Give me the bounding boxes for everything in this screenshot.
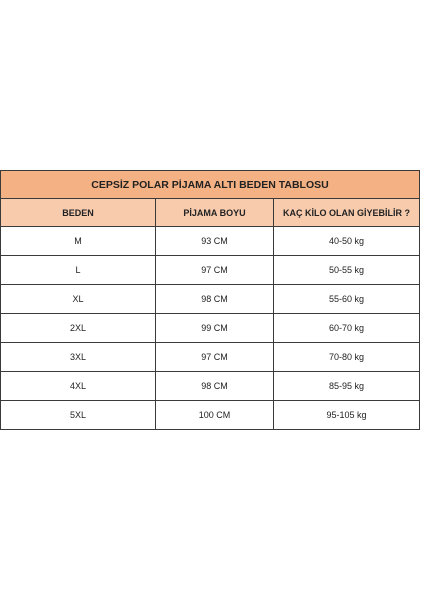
table-title: CEPSİZ POLAR PİJAMA ALTI BEDEN TABLOSU [1, 171, 420, 199]
header-length: PİJAMA BOYU [156, 199, 274, 227]
cell-weight: 50-55 kg [274, 256, 420, 285]
cell-size: M [1, 227, 156, 256]
table-row [1, 285, 420, 314]
cell-length: 99 CM [156, 314, 274, 343]
cell-size: 3XL [1, 343, 156, 372]
header-weight: KAÇ KİLO OLAN GİYEBİLİR ? [274, 199, 420, 227]
header-size: BEDEN [1, 199, 156, 227]
cell-weight: 70-80 kg [274, 343, 420, 372]
cell-weight: 40-50 kg [274, 227, 420, 256]
cell-weight: 95-105 kg [274, 401, 420, 430]
cell-length: 100 CM [156, 401, 274, 430]
cell-size: 2XL [1, 314, 156, 343]
cell-weight: 55-60 kg [274, 285, 420, 314]
table-title-row [1, 171, 420, 199]
cell-length: 97 CM [156, 343, 274, 372]
cell-length: 98 CM [156, 285, 274, 314]
table-header-row [1, 199, 420, 227]
table-row [1, 227, 420, 256]
size-chart-table [0, 170, 420, 430]
cell-length: 97 CM [156, 256, 274, 285]
cell-weight: 85-95 kg [274, 372, 420, 401]
table-row [1, 401, 420, 430]
cell-length: 98 CM [156, 372, 274, 401]
cell-size: 5XL [1, 401, 156, 430]
cell-size: L [1, 256, 156, 285]
table-row [1, 314, 420, 343]
table-row [1, 256, 420, 285]
table-row [1, 372, 420, 401]
cell-size: XL [1, 285, 156, 314]
table-row [1, 343, 420, 372]
cell-length: 93 CM [156, 227, 274, 256]
cell-weight: 60-70 kg [274, 314, 420, 343]
cell-size: 4XL [1, 372, 156, 401]
